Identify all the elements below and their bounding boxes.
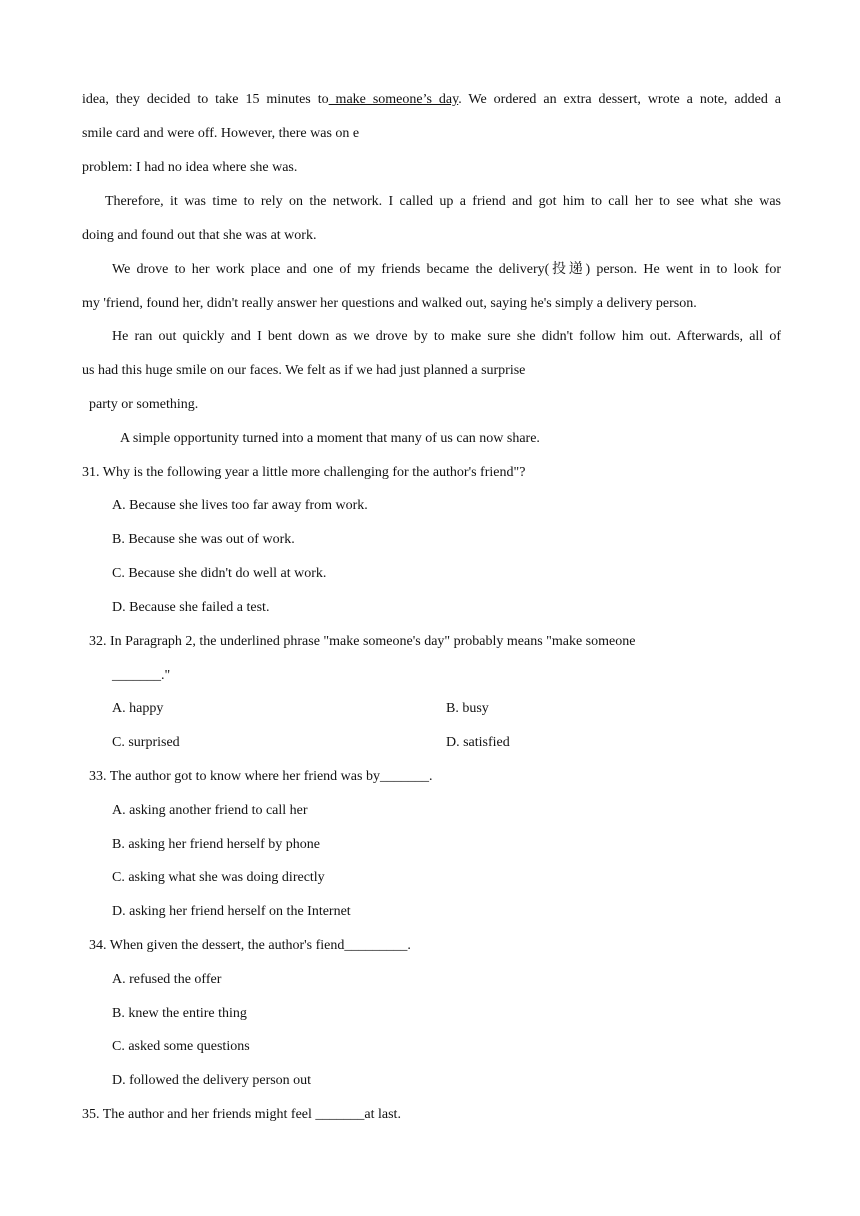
question-34-option-a: A. refused the offer xyxy=(112,972,222,987)
passage-line-11: A simple opportunity turned into a moment that many of us can now share. xyxy=(120,431,540,446)
question-33-stem: 33. The author got to know where her friend was by_______. xyxy=(89,769,433,784)
question-32-option-d: D. satisfied xyxy=(446,735,510,750)
question-35-stem: 35. The author and her friends might feel _______at last. xyxy=(82,1107,401,1122)
underlined-phrase: make someone’s day xyxy=(328,92,459,107)
question-34-option-d: D. followed the delivery person out xyxy=(112,1073,312,1088)
question-33-option-d: D. asking her friend herself on the Internet xyxy=(112,904,351,919)
question-32-stem: 32. In Paragraph 2, the underlined phrase "make someone's day" probably means "make someone xyxy=(89,634,636,649)
question-31-option-c: C. Because she didn't do well at work. xyxy=(112,566,327,581)
passage-text: idea, they decided to take 15 minutes to xyxy=(82,92,329,107)
passage-line-1 xyxy=(82,91,781,109)
question-34-stem: 34. When given the dessert, the author's fiend_________. xyxy=(89,938,411,953)
passage-line-6: We drove to her work place and one of my friends became the delivery(投递) person. He went in to look for xyxy=(112,262,781,277)
question-31-option-b: B. Because she was out of work. xyxy=(112,532,295,547)
question-33-option-c: C. asking what she was doing directly xyxy=(112,870,325,885)
question-32-option-a: A. happy xyxy=(112,701,164,716)
passage-text: . We ordered an extra dessert, wrote a note, added a xyxy=(458,92,781,107)
passage-line-8: He ran out quickly and I bent down as we drove by to make sure she didn't follow him out. Afterwards, all of xyxy=(112,329,781,344)
question-33-option-b: B. asking her friend herself by phone xyxy=(112,837,320,852)
question-31-option-a: A. Because she lives too far away from work. xyxy=(112,498,368,513)
question-32-stem-continued: _______." xyxy=(112,668,171,683)
passage-line-7: my 'friend, found her, didn't really answer her questions and walked out, saying he's simply a delivery person. xyxy=(82,296,697,311)
passage-line-9: us had this huge smile on our faces. We felt as if we had just planned a surprise xyxy=(82,363,526,378)
passage-line-5: doing and found out that she was at work. xyxy=(82,228,317,243)
question-32-option-c: C. surprised xyxy=(112,735,180,750)
question-34-option-b: B. knew the entire thing xyxy=(112,1006,247,1021)
question-32-option-b: B. busy xyxy=(446,701,489,716)
question-31-option-d: D. Because she failed a test. xyxy=(112,600,270,615)
passage-line-3: problem: I had no idea where she was. xyxy=(82,160,298,175)
passage-line-4: Therefore, it was time to rely on the network. I called up a friend and got him to call her to see what she was xyxy=(105,194,781,209)
passage-line-10: party or something. xyxy=(89,397,199,412)
question-34-option-c: C. asked some questions xyxy=(112,1039,250,1054)
passage-line-2: smile card and were off. However, there was on e xyxy=(82,126,360,141)
question-33-option-a: A. asking another friend to call her xyxy=(112,803,308,818)
question-31-stem: 31. Why is the following year a little more challenging for the author's friend"? xyxy=(82,465,526,480)
